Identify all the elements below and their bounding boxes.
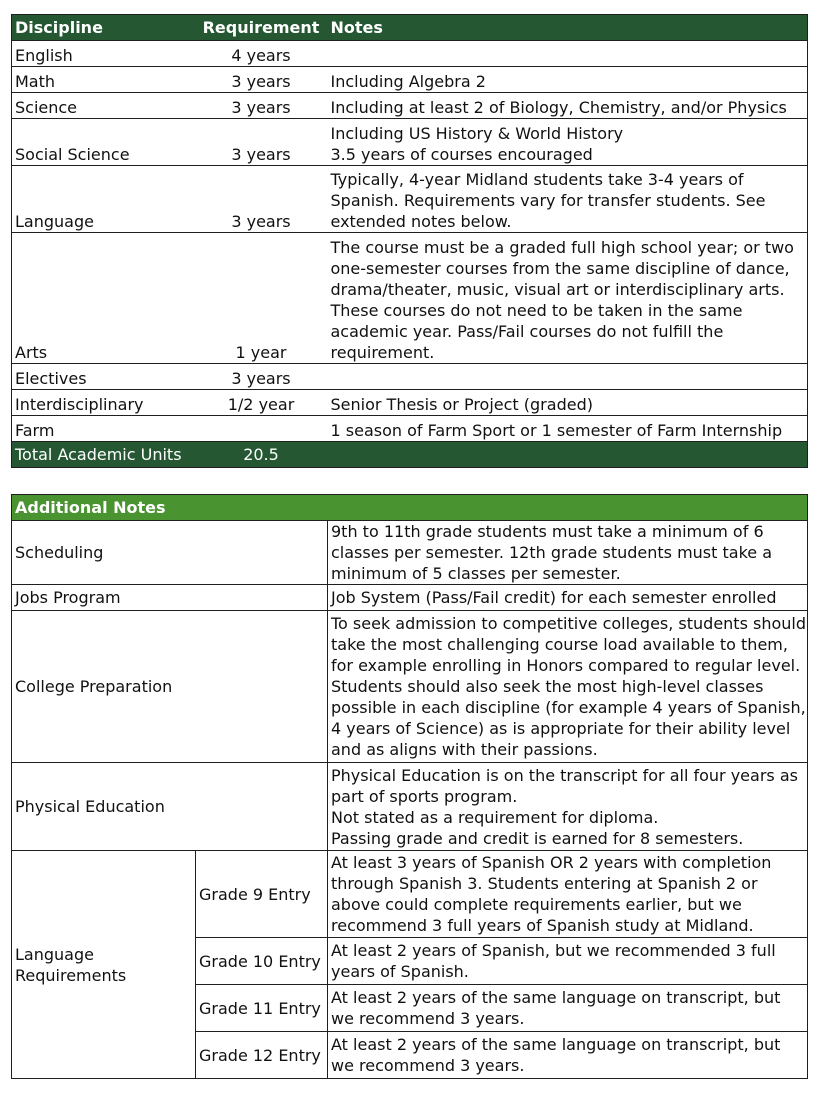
total-label: Total Academic Units	[12, 442, 195, 468]
requirement-cell: 1/2 year	[195, 390, 328, 416]
notes-cell: Including US History & World History 3.5 years of courses encouraged	[328, 119, 808, 166]
discipline-cell: English	[12, 41, 195, 67]
total-notes-cell	[328, 442, 808, 468]
requirement-cell: 3 years	[195, 67, 328, 93]
grade-entry-text: At least 2 years of the same language on transcript, but we recommend 3 years.	[328, 1032, 808, 1079]
note-text: 9th to 11th grade students must take a minimum of 6 classes per semester. 12th grade students must take a minimum of 5 classes per semester.	[328, 521, 808, 585]
notes-cell: 1 season of Farm Sport or 1 semester of Farm Internship	[328, 416, 808, 442]
table-row	[12, 233, 808, 364]
table-row	[12, 364, 808, 390]
total-row	[12, 442, 808, 468]
grade-entry-label: Grade 12 Entry	[196, 1032, 328, 1079]
table-row	[12, 521, 808, 585]
requirement-cell: 3 years	[195, 119, 328, 166]
notes-cell: Typically, 4-year Midland students take 3-4 years of Spanish. Requirements vary for transfer students. See extended notes below.	[328, 166, 808, 233]
grade-entry-text: At least 3 years of Spanish OR 2 years with completion through Spanish 3. Students entering at Spanish 2 or above could complete requirements earlier, but we recommend 3 full years of Spanish study at Midland.	[328, 851, 808, 938]
note-text: To seek admission to competitive colleges, students should take the most challenging course load available to them, for example enrolling in Honors compared to regular level. Students should also seek the most high-level classes possible in each discipline (for example 4 years of Spanish, 4 years of Science) as is appropriate for their ability level and as aligns with their passions.	[328, 611, 808, 763]
table-row	[12, 67, 808, 93]
requirement-cell: 3 years	[195, 93, 328, 119]
language-requirements-label: Language Requirements	[12, 851, 196, 1079]
grade-entry-label: Grade 11 Entry	[196, 985, 328, 1032]
requirement-cell: 3 years	[195, 166, 328, 233]
table-row	[12, 585, 808, 611]
note-label: College Preparation	[12, 611, 328, 763]
requirements-table	[11, 14, 808, 468]
table-row	[12, 851, 808, 938]
additional-notes-header-row	[12, 495, 808, 521]
note-label: Jobs Program	[12, 585, 328, 611]
table-row	[12, 611, 808, 763]
table-row	[12, 416, 808, 442]
grade-entry-text: At least 2 years of Spanish, but we recommended 3 full years of Spanish.	[328, 938, 808, 985]
discipline-cell: Math	[12, 67, 195, 93]
table-row	[12, 763, 808, 851]
discipline-cell: Electives	[12, 364, 195, 390]
requirement-cell: 1 year	[195, 233, 328, 364]
table-row	[12, 119, 808, 166]
notes-cell: The course must be a graded full high school year; or two one-semester courses from the same discipline of dance, drama/theater, music, visual art or interdisciplinary arts. These courses do not need to be taken in the same academic year. Pass/Fail courses do not fulfill the requirement.	[328, 233, 808, 364]
notes-cell	[328, 364, 808, 390]
notes-cell: Including at least 2 of Biology, Chemistry, and/or Physics	[328, 93, 808, 119]
table-row	[12, 93, 808, 119]
grade-entry-label: Grade 10 Entry	[196, 938, 328, 985]
discipline-cell: Social Science	[12, 119, 195, 166]
requirement-cell: 4 years	[195, 41, 328, 67]
notes-cell: Senior Thesis or Project (graded)	[328, 390, 808, 416]
requirement-cell	[195, 416, 328, 442]
discipline-cell: Interdisciplinary	[12, 390, 195, 416]
note-text: Physical Education is on the transcript for all four years as part of sports program. Not stated as a requirement for diploma. Passing grade and credit is earned for 8 semesters.	[328, 763, 808, 851]
requirement-header: Requirement	[195, 15, 328, 41]
discipline-cell: Farm	[12, 416, 195, 442]
requirement-cell: 3 years	[195, 364, 328, 390]
discipline-cell: Language	[12, 166, 195, 233]
table-row	[12, 166, 808, 233]
requirements-header-row	[12, 15, 808, 41]
discipline-cell: Arts	[12, 233, 195, 364]
table-row	[12, 41, 808, 67]
note-text: Job System (Pass/Fail credit) for each semester enrolled	[328, 585, 808, 611]
note-label: Physical Education	[12, 763, 328, 851]
total-value: 20.5	[195, 442, 328, 468]
note-label: Scheduling	[12, 521, 328, 585]
grade-entry-text: At least 2 years of the same language on transcript, but we recommend 3 years.	[328, 985, 808, 1032]
additional-notes-header: Additional Notes	[12, 495, 808, 521]
grade-entry-label: Grade 9 Entry	[196, 851, 328, 938]
additional-notes-table	[11, 494, 808, 1079]
notes-cell	[328, 41, 808, 67]
notes-header: Notes	[328, 15, 808, 41]
discipline-header: Discipline	[12, 15, 195, 41]
table-row	[12, 390, 808, 416]
notes-cell: Including Algebra 2	[328, 67, 808, 93]
discipline-cell: Science	[12, 93, 195, 119]
